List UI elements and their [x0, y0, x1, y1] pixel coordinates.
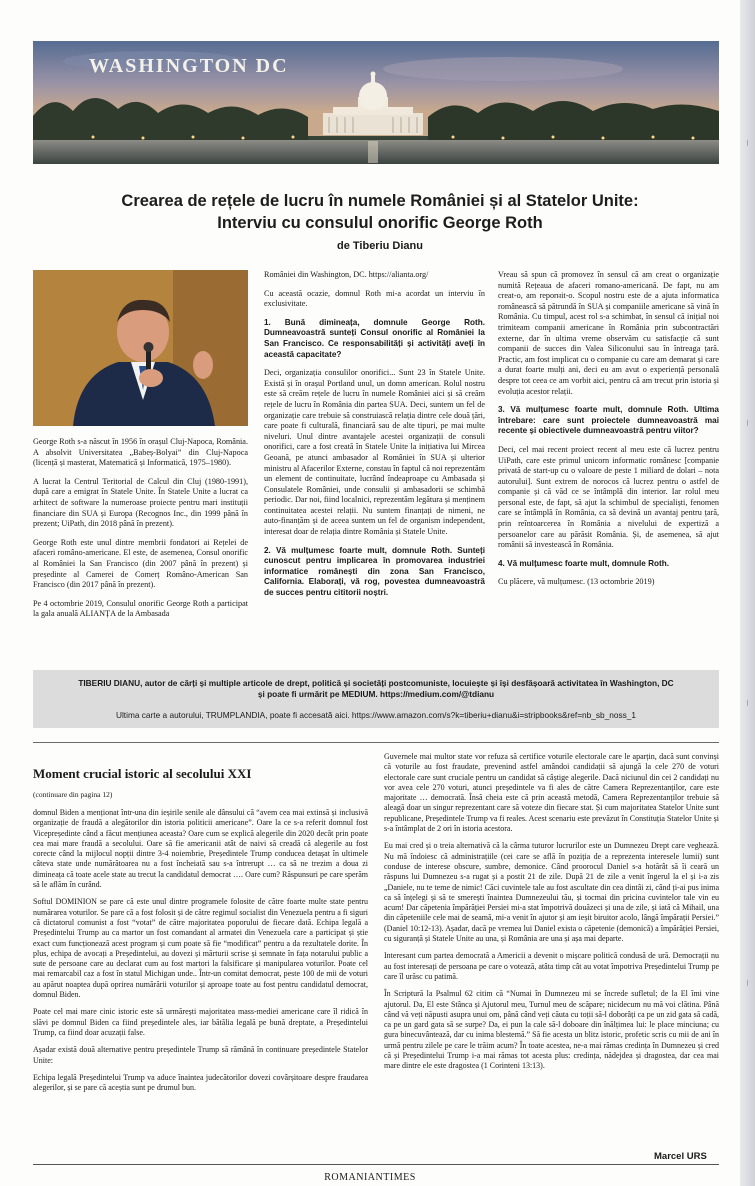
footer-rule: [33, 1164, 719, 1165]
interview-question-2: 2. Vă mulțumesc foarte mult, domnule Roth. Sunteți cunoscut pentru implicarea în promovarea industriei informatice românești din zona San Francisco, California. Elaborați, vă rog, povestea dumneavoastră de succes pentru cititorii noștri.: [264, 545, 485, 598]
article-paragraph: Așadar există două alternative pentru președintele Trump să rămână în continuare președintele Statelor Unite:: [33, 1045, 368, 1065]
interview-question-1: 1. Bună dimineața, domnule George Roth. Dumneavoastră sunteți Consul onorific al României la San Francisco. Ce responsabilități și activități aveți în această capacitate?: [264, 317, 485, 359]
bio-paragraph: Pe 4 octombrie 2019, Consulul onorific George Roth a participat la gala anuală ALIANȚA de la Ambasada: [33, 598, 248, 619]
article-paragraph: Interesant cum partea democrată a Americii a devenit o mișcare politică condusă de ură. Democrații nu au fost interesați de persoana pe care o votează, atâta timp cât au votat împotriva Președintelui Trump pe care îl urăsc cu patimă.: [384, 951, 719, 981]
article-paragraph: În Scriptură la Psalmul 62 citim că “Numai în Dumnezeu mi se încrede sufletul; de la El îmi vine ajutorul. Da, El este Stânca și Ajutorul meu, Turnul meu de scăpare; nicidecum nu mă voi clătina. Până când vă veți năpusti asupra unui om, până când veți căuta cu toții să-l doborâți ca pe un zid gata să cadă, ca pe un gard gata să se surpe? Da, ei pun la cale să-l doboare din înălțimea lui: le place minciuna; cu gura binecuvântează, dar cu inima blestemă.” Să fie acesta un blitz istoric, profetic scris cu mii de ani în urmă pentru zilele pe care le trăim acum? În toate acestea, ne-a mai rămas credința în Dumnezeu și cred că și Președintelui Trump i-a mai rămas tot acesta plus: credința, nădejdea și dragostea, dar cea mai mare dintre ele este dragostea (1 Corinteni 13:13).: [384, 989, 719, 1071]
edge-tick: [747, 420, 748, 426]
bio-paragraph: A lucrat la Centrul Teritorial de Calcul din Cluj (1980-1991), după care a emigrat în Statele Unite. În Statele Unite a lucrat ca arhitect de software la numeroase proiecte pentru mari instituții financiare din SUA și Europa (Recognos Inc., din 1999 până în prezent; UiPath, din 2018 până în prezent).: [33, 476, 248, 529]
interview-answer-4: Cu plăcere, vă mulțumesc. (13 octombrie 2019): [498, 577, 655, 587]
interview-column-1: [33, 437, 248, 628]
interview-answer-2: Vreau să spun că promovez în sensul că am creat o organizație numită Rețeaua de afaceri romano-americană. De fapt, nu am creat-o, am reporнit-o. Scopul nostru este de a ajuta informatica românească să pătrundă în SUA și companiile americane să vină în România. Cu timpul, acest rol s-a schimbat, în sensul că inițial noi trimiteam companii americane în România prin subcontractări externe, dar în ultima vreme observăm cu satisfacție că sunt companii de succes din Valea Siliconului sau în întreaga țară. Practic, am fost implicat cu o companie cu care am demarat și care a durat foarte mulți ani, deci eu am avut o experiență personală despre tot ceea ce am vorbit aici, pentru că am trecut prin istoria și evoluția acestor relații.: [498, 270, 719, 396]
interview-question-3: 3. Vă mulțumesc foarte mult, domnule Roth. Ultima întrebare: care sunt proiectele dumneavoastră mai recente și obiectivele dumneavoastră pentru viitor?: [498, 405, 719, 436]
article-title: Moment crucial istoric al secolului XXI: [33, 766, 252, 781]
headline-line-1: Crearea de rețele de lucru în numele României și al Statelor Unite:: [121, 192, 639, 210]
article-paragraph: Eu mai cred și o treia alternativă că la cârma tuturor lucrurilor este un Dumnezeu Drept care veghează. Nu mă îndoiesc că administrațiile (cei care se află în poziția de a reprezenta interesele lumii) sunt conduse de interese obscure, sumbre, demonice. Când proorocul Daniel s-a hotărât să îi ceară un răspuns lui Dumnezeu s-a rugat și a postit 21 de zile. După 21 de zile a venit îngerul la el și i-a zis „Daniele, nu te teme de nimic! Căci cuvintele tale au fost ascultate din cea dintâi zi, când ți-ai pus inima ca să înțelegi și să te smerești înaintea Dumnezeului tău, și tocmai din pricina cuvintelor tale vin eu acum! Dar căpetenia împărăției Persiei mi-a stat împotrivă douăzeci și una de zile, și iată că Mihail, una din căpeteniile cele mai de seamă, mi-a venit în ajutor și am ieșit biruitor acolo, lângă împărații Persiei.” (Daniel 10:12-13). Așadar, dacă pe vremea lui Daniel exista o căpetenie (demonică) a împărăției Persiei, cu siguranță și Statele Unite au una, și România are una și așa mai departe.: [384, 841, 719, 944]
headline-line-2: Interviu cu consulul onorific George Roth: [217, 214, 543, 232]
article-column-right: [384, 752, 719, 1079]
interview-column-2: [264, 270, 485, 607]
author-medium-link[interactable]: și poate fi urmărit pe MEDIUM. https://medium.com/@tdianu: [257, 689, 495, 699]
author-book-link[interactable]: Ultima carte a autorului, TRUMPLANDIA, poate fi accesată aici. https://www.amazon.com/s?k=tiberiu+dianu&i=stripbooks&ref=nb_sb_noss_1: [115, 710, 637, 720]
interview-answer-3: Deci, cel mai recent proiect recent al meu este că lucrez pentru UiPath, care este primul unicorn informatic românesc [companie privată de start-up cu o valoare de peste 1 miliard de dolari – nota autorului]. Sunt extrem de norocos că lucrez pentru o astfel de companie și că văd ce se întâmplă din interior. Iar rolul meu personal este, de fapt, să ajut la schimbul de specialiști, fenomen care se întâmplă în România, ca să devină un avantaj pentru țară, prin reîntoarcerea în România a nivelului de expertiză a persoanelor care au părăsit România. Și, de asemenea, să ajut românii să investească în România.: [498, 444, 719, 550]
author-info-text: [33, 678, 719, 700]
interview-column-3: [498, 270, 719, 596]
article-author: Marcel URS: [654, 1151, 707, 1162]
bio-paragraph: George Roth este unul dintre membrii fondatori ai Rețelei de afaceri româno-americane. El este, de asemenea, Consul onorific al României la San Francisco (din 2007 până în prezent) și președinte al Camerei de Comerț Româno-American San Francisco (din 2017 până în prezent).: [33, 537, 248, 590]
article-paragraph: Echipa legală Președintelui Trump va aduce înaintea judecătorilor dovezi covârșitoare despre fraudarea alegerilor, și se pare că aceștia sunt pe drumul bun.: [33, 1072, 368, 1093]
interview-paragraph: României din Washington, DC. https://alianta.org/: [264, 270, 429, 279]
author-info-line: TIBERIU DIANU, autor de cărți și multiple articole de drept, politică și societăți postcomuniste, locuiește și își desfășoară activitatea în Washington, DC: [78, 678, 674, 688]
banner-title: WASHINGTON DC: [89, 55, 289, 77]
edge-tick: [747, 140, 748, 146]
edge-tick: [747, 700, 748, 706]
article-headline: [60, 190, 700, 234]
bio-paragraph: George Roth s-a născut în 1956 în orașul Cluj-Napoca, România. A absolvit Universitatea „Babeș-Bolyai” din Cluj-Napoca (licență și masterat, Matematică și Informatică, 1975–1980).: [33, 437, 248, 468]
article-paragraph: domnul Biden a menționat într-una din ieșirile senile ale dânsului că “avem cea mai extinsă și inclusivă organizație de fraudă a alegătorilor din istoria politicii americane”. Oare la ce s-a referit domnul fost Vicepreședinte când a făcut mențiunea aceasta? Oare cum se explică alegerile din 2020 decât prin poate cea mai mare fraudă a secolului. Oare să fie americanii atât de naivi să creadă că alegerile au fost corecte când la mijlocul nopții dintre 3-4 noiembrie, Președintele Trump conducea detașat în ultimele câteva state unde numărătoarea nu a fost încheiată sau s-a întrerupt … ca să ne trezim a doua zi dimineața că toate acele state au trecut la candidatul democrat …. Oare cum? Răspunsuri pe care sperăm să le aflăm în curând.: [33, 808, 368, 890]
article-paragraph: Poate cel mai mare cinic istoric este să urmărești majoritatea mass-mediei americane care îl ridică în slăvi pe domnul Biden ca fiind președintele ales, iar bătălia legală pe bună dreptate, a Președintelui Trump, ca fiind doar acuzații false.: [33, 1007, 368, 1037]
publication-footer: ROMANIANTIMES: [324, 1172, 416, 1183]
interview-question-4: 4. Vă mulțumesc foarte mult, domnule Roth.: [498, 558, 670, 568]
interview-answer-1: Deci, organizația consulilor onorifici... Sunt 23 în Statele Unite. Există și în orașul Portland unul, un domn american. Rolul nostru este să creăm rețele de lucru în numele României aici și să creăm rețele de lucru în România din partea SUA. Deci, suntem un fel de organizație care trebuie să construiască relația dintre cele două țări, care poate fi culturală, financiară sau de alte tipuri, pe mai multe niveluri. Unul dintre avantajele acestei organizații de consuli onorifici, care a fost creată în Statele Unite la inițiativa lui Mircea Geoană, pe atunci ambasador al României în SUA și ulterior ministru al Afacerilor Externe, constau în faptul că noi reprezentăm un element de continuitate, lucrând îndeaproape cu Ambasada și Consulatele României, unde consulii și ambasadorii se schimbă periodic. Dar noi, fiind localnici, reprezentăm legătura și menținem continuitatea acestei relații. Nu suntem finanțați de nimeni, ne auto-finanțăm și de aceea suntem un fel de organism independent, interesat doar de relația dintre România și Statele Unite.: [264, 368, 485, 537]
page-edge-scrollbar: [740, 0, 755, 1186]
byline: de Tiberiu Dianu: [337, 240, 423, 252]
george-roth-photo: [33, 270, 248, 426]
author-info-box: [33, 670, 719, 728]
interview-paragraph: Cu această ocazie, domnul Roth mi-a acordat un interviu în exclusivitate.: [264, 288, 485, 309]
article-paragraph: Softul DOMINION se pare că este unul dintre programele folosite de către foarte multe state pentru numărarea voturilor. Se pare că a fost folosit și de către regimul socialist din Venezuela pentru a fi siguri că dictatorul comunist a fost “votat” de către majoritatea poporului de fiecare dată. Echipa legală a Președintelui Trump au ca martor un fost comandant al armatei din Venezuela care a participat și știe exact cum funcționează acest program și cum poate să fie “modificat” pentru a da rezultatele dorite. În plus, echipa de avocați a Președintelui, au dovezi și mărturii scrise și semnate în fața notarului public a sute de persoane care au declarat cum au fost martori la falsificare și manipularea voturilor. Poate cel mai remarcabil caz a fost în statul Michigan unde.. Într-un comitat democrat, peste 100 de mii de voturi au apărut noaptea după oprirea numărării voturilor și aproape toate au fost pentru candidatul democrat, domnul Biden.: [33, 897, 368, 1000]
edge-tick: [747, 980, 748, 986]
article-paragraph: Guvernele mai multor state vor refuza să certifice voturile electorale care le aparțin, dacă sunt convinși că voturile au fost fraudate, prevenind astfel amândoi candidații să ajungă la cele 270 de voturi electorale care sunt cruciale pentru un candidat să câștige alegerile. Dacă niciunul din cei 2 candidați nu vor avea cele 270 voturi, atunci președintele va fi ales de către Camera Reprezentanților, care este majoritate … democrată. Însă cheia este că prin această metodă, Camera Reprezentanților trebuie să aleagă doar un singur reprezentant care să voteze din fiecare stat. Și cum majoritatea Statelor Unite sunt republicane, Președintele Trump va fi reales. Acest scenariu este prevăzut în Constituția Statelor Unite și s-a întâmplat de 2 ori în istoria acestora.: [384, 752, 719, 834]
section-divider: [33, 742, 719, 743]
article-column-left: [33, 808, 368, 1100]
washington-dc-banner: [33, 41, 719, 164]
continued-note: (continuare din pagina 12): [33, 790, 113, 799]
